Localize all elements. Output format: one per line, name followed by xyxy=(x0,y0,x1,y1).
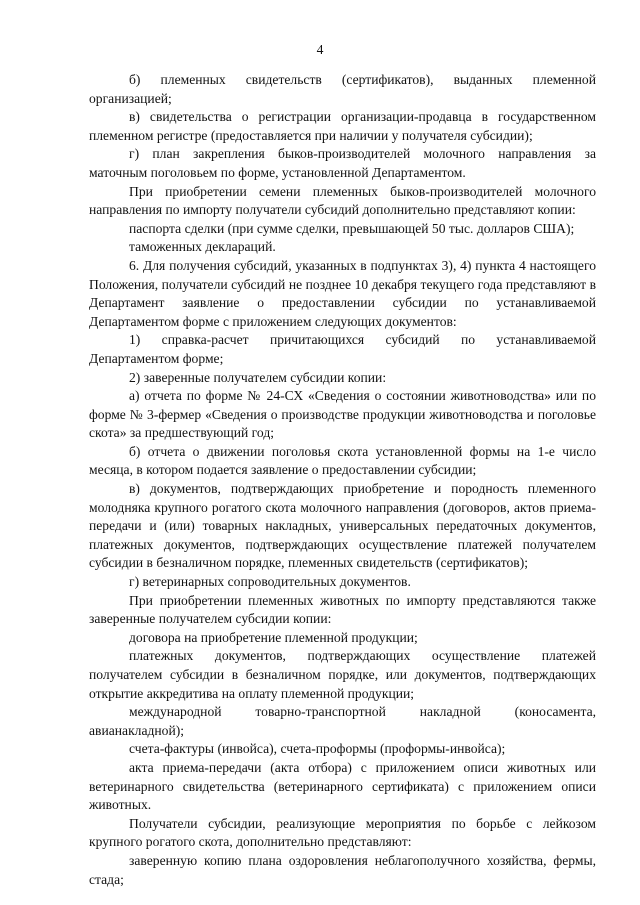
paragraph-g-veterinarnye-dokumenty: г) ветеринарных сопроводительных документов. xyxy=(129,574,411,590)
page-number: 4 xyxy=(316,42,324,57)
paragraph-a-otchet-24-sh: а) отчета по форме № 24-СХ «Сведения о состоянии животноводства» или по форме № 3-фермер «Сведения о производстве продукции животноводства и поголовье скота» за предшествующий год; xyxy=(89,388,596,441)
paragraph-b-otchet-o-dvizhenii: б) отчета о движении поголовья скота установленной формы на 1-е число месяца, в котором подается заявление о предоставлении субсидии; xyxy=(89,443,596,478)
paragraph-nakladnaya: международной товарно-транспортной накладной (коносамента, авианакладной); xyxy=(89,704,596,738)
paragraph-pasport-sdelki: паспорта сделки (при сумме сделки, превышающей 50 тыс. долларов США); xyxy=(129,220,575,236)
document-body xyxy=(89,71,596,889)
paragraph-1-spravka-raschet: 1) справка-расчет причитающихся субсидий по устанавливаемой Департаментом форме; xyxy=(89,332,596,366)
paragraph-dogovor: договора на приобретение племенной продукции; xyxy=(129,629,418,645)
paragraph-akt-priema-peredachi: акта приема-передачи (акта отбора) с приложением описи животных или ветеринарного свидетельства (ветеринарного сертификата) с приложением описи животных. xyxy=(89,759,596,813)
paragraph-b-plemennye-svidetelstva: б) племенных свидетельств (сертификатов), выданных племенной организацией; xyxy=(89,72,596,106)
paragraph-platezhnye-dokumenty: платежных документов, подтверждающих осуществление платежей получателем субсидии в безналичном порядке, или документов, подтверждающих открытие аккредитива на оплату племенной продукции; xyxy=(89,648,596,701)
paragraph-2-zaverennye-kopii: 2) заверенные получателем субсидии копии: xyxy=(129,369,387,385)
paragraph-v-dokumenty-porodnost: в) документов, подтверждающих приобретение и породность племенного молодняка крупного рогатого скота молочного направления (договоров, актов приема-передачи и (или) товарных накладных, универсальных передаточных документов, платежных документов, подтверждающих осуществление платежей получателем субсидии в безналичном порядке, племенных свидетельств (сертификатов); xyxy=(89,481,596,571)
paragraph-plan-ozdorovleniya: заверенную копию плана оздоровления неблагополучного хозяйства, фермы, стада; xyxy=(89,852,596,887)
paragraph-import-semeni: При приобретении семени племенных быков-производителей молочного направления по импорту получатели субсидий дополнительно представляют копии: xyxy=(89,183,596,218)
paragraph-g-plan-zakrepleniya: г) план закрепления быков-производителей молочного направления за маточным поголовьем по форме, установленной Департаментом. xyxy=(89,146,596,180)
paragraph-scheta-faktury: счета-фактуры (инвойса), счета-проформы (проформы-инвойса); xyxy=(129,741,506,757)
paragraph-leykoz: Получатели субсидии, реализующие мероприятия по борьбе с лейкозом крупного рогатого скота, дополнительно представляют: xyxy=(89,815,596,850)
paragraph-punkt-6: 6. Для получения субсидий, указанных в подпунктах 3), 4) пункта 4 настоящего Положения, получатели субсидий не позднее 10 декабря текущего года представляют в Департамент заявление о предоставлении субсидии по устанавливаемой Департаментом форме с приложением следующих документов: xyxy=(89,257,596,329)
paragraph-v-svidetelstvo-registracii: в) свидетельства о регистрации организации-продавца в государственном племенном регистре (предоставляется при наличии у получателя субсидии); xyxy=(89,109,596,143)
paragraph-tamozhennye-deklaracii: таможенных деклараций. xyxy=(129,239,276,255)
paragraph-import-zhivotnyh: При приобретении племенных животных по импорту представляются также заверенные получателем субсидии копии: xyxy=(89,592,596,627)
